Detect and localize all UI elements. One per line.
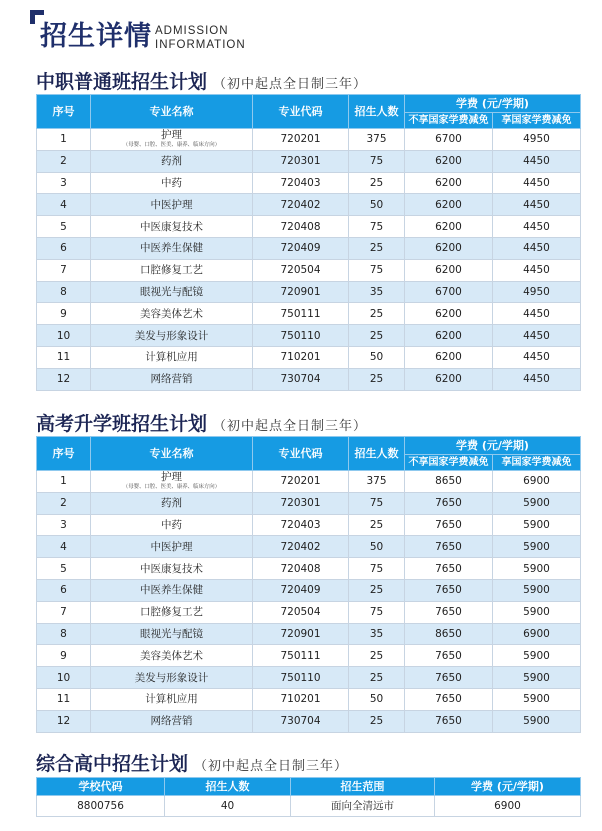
- table-row: [37, 536, 581, 558]
- cell-major: 中药: [91, 172, 253, 194]
- cell-count: 25: [349, 645, 405, 667]
- cell-fee-no: 6200: [405, 150, 493, 172]
- cell-major: 眼视光与配镜: [91, 623, 253, 645]
- cell-no: 4: [37, 194, 91, 216]
- col-header-count: 招生人数: [165, 778, 291, 796]
- cell-fee-yes: 4450: [493, 194, 581, 216]
- table-row: [37, 601, 581, 623]
- cell-major: 美发与形象设计: [91, 667, 253, 689]
- cell-major: 中医康复技术: [91, 558, 253, 580]
- cell-count: 25: [349, 172, 405, 194]
- col-header-no: 序号: [37, 95, 91, 129]
- cell-fee-no: 7650: [405, 558, 493, 580]
- cell-fee-yes: 5900: [493, 710, 581, 732]
- cell-no: 7: [37, 259, 91, 281]
- cell-no: 11: [37, 346, 91, 368]
- cell-fee-no: 8650: [405, 623, 493, 645]
- col-header-code: 专业代码: [253, 95, 349, 129]
- cell-major: 网络营销: [91, 710, 253, 732]
- cell-fee-no: 7650: [405, 601, 493, 623]
- cell-count: 375: [349, 471, 405, 493]
- regular-class-table: [36, 94, 581, 391]
- cell-fee: 6900: [435, 796, 581, 817]
- cell-no: 10: [37, 325, 91, 347]
- cell-fee-no: 7650: [405, 645, 493, 667]
- cell-no: 3: [37, 172, 91, 194]
- cell-fee-no: 6200: [405, 346, 493, 368]
- cell-code: 750111: [253, 303, 349, 325]
- table-row: [37, 237, 581, 259]
- cell-fee-yes: 4450: [493, 216, 581, 238]
- cell-count: 25: [349, 579, 405, 601]
- cell-code: 720301: [253, 492, 349, 514]
- cell-count: 75: [349, 601, 405, 623]
- cell-count: 75: [349, 259, 405, 281]
- cell-fee-no: 7650: [405, 667, 493, 689]
- cell-code: 720408: [253, 216, 349, 238]
- cell-count: 375: [349, 129, 405, 151]
- table-row: [37, 368, 581, 390]
- cell-fee-yes: 4450: [493, 368, 581, 390]
- cell-fee-yes: 4450: [493, 172, 581, 194]
- cell-count: 50: [349, 346, 405, 368]
- cell-no: 12: [37, 368, 91, 390]
- cell-count: 25: [349, 667, 405, 689]
- cell-code: 720504: [253, 601, 349, 623]
- col-header-fee-no: 不享国家学费减免: [405, 455, 493, 471]
- cell-code: 750110: [253, 325, 349, 347]
- cell-fee-no: 8650: [405, 471, 493, 493]
- cell-major: 计算机应用: [91, 688, 253, 710]
- cell-fee-yes: 5900: [493, 579, 581, 601]
- table-row: [37, 259, 581, 281]
- table-row: [37, 346, 581, 368]
- col-header-no: 序号: [37, 437, 91, 471]
- cell-fee-no: 6200: [405, 216, 493, 238]
- cell-fee-no: 6200: [405, 368, 493, 390]
- cell-fee-no: 7650: [405, 536, 493, 558]
- cell-no: 2: [37, 492, 91, 514]
- col-header-fee-yes: 享国家学费减免: [493, 455, 581, 471]
- cell-count: 25: [349, 237, 405, 259]
- table-row: [37, 558, 581, 580]
- major-direction-note: （母婴、口腔、医美、康养、临床方向）: [122, 483, 221, 491]
- cell-code: 750110: [253, 667, 349, 689]
- cell-fee-no: 6700: [405, 281, 493, 303]
- cell-count: 50: [349, 688, 405, 710]
- table-row: [37, 150, 581, 172]
- cell-fee-yes: 4450: [493, 237, 581, 259]
- cell-no: 11: [37, 688, 91, 710]
- cell-fee-yes: 5900: [493, 667, 581, 689]
- table-row: [37, 471, 581, 493]
- table-row: [37, 303, 581, 325]
- table-row: [37, 514, 581, 536]
- cell-no: 8: [37, 281, 91, 303]
- cell-no: 6: [37, 579, 91, 601]
- col-header-fee: 学费 (元/学期): [435, 778, 581, 796]
- cell-fee-no: 7650: [405, 492, 493, 514]
- cell-code: 750111: [253, 645, 349, 667]
- comprehensive-high-school-table: [36, 777, 581, 817]
- col-header-count: 招生人数: [349, 437, 405, 471]
- cell-fee-yes: 5900: [493, 688, 581, 710]
- cell-code: 720901: [253, 623, 349, 645]
- cell-count: 25: [349, 368, 405, 390]
- table-row: [37, 688, 581, 710]
- cell-major: 中医养生保健: [91, 579, 253, 601]
- cell-fee-yes: 5900: [493, 514, 581, 536]
- section-title-comprehensive: 综合高中招生计划 （初中起点全日制三年）: [36, 753, 349, 775]
- cell-code: 720409: [253, 237, 349, 259]
- table-row: [37, 172, 581, 194]
- cell-fee-no: 6200: [405, 325, 493, 347]
- cell-no: 5: [37, 558, 91, 580]
- cell-major: 眼视光与配镜: [91, 281, 253, 303]
- cell-code: 720403: [253, 172, 349, 194]
- cell-no: 9: [37, 303, 91, 325]
- cell-no: 1: [37, 471, 91, 493]
- col-header-school-code: 学校代码: [37, 778, 165, 796]
- cell-fee-yes: 4450: [493, 259, 581, 281]
- cell-major: 中医康复技术: [91, 216, 253, 238]
- cell-code: 720402: [253, 194, 349, 216]
- cell-fee-yes: 4950: [493, 281, 581, 303]
- cell-major: 网络营销: [91, 368, 253, 390]
- cell-no: 12: [37, 710, 91, 732]
- cell-no: 9: [37, 645, 91, 667]
- table-row: [37, 492, 581, 514]
- cell-fee-yes: 5900: [493, 601, 581, 623]
- cell-fee-yes: 4450: [493, 303, 581, 325]
- table-row: [37, 796, 581, 817]
- cell-count: 35: [349, 281, 405, 303]
- cell-no: 7: [37, 601, 91, 623]
- table-row: [37, 710, 581, 732]
- cell-count: 40: [165, 796, 291, 817]
- cell-major: 美发与形象设计: [91, 325, 253, 347]
- cell-no: 5: [37, 216, 91, 238]
- cell-major: 中医养生保健: [91, 237, 253, 259]
- cell-major: 中药: [91, 514, 253, 536]
- cell-code: 720409: [253, 579, 349, 601]
- cell-major: 计算机应用: [91, 346, 253, 368]
- cell-code: 720301: [253, 150, 349, 172]
- cell-code: 720408: [253, 558, 349, 580]
- col-header-count: 招生人数: [349, 95, 405, 129]
- major-direction-note: （母婴、口腔、医美、康养、临床方向）: [122, 141, 221, 149]
- table-row: [37, 667, 581, 689]
- cell-count: 75: [349, 492, 405, 514]
- cell-fee-no: 7650: [405, 710, 493, 732]
- major-name: 护理: [161, 129, 182, 142]
- cell-fee-no: 6700: [405, 129, 493, 151]
- col-header-fee-no: 不享国家学费减免: [405, 113, 493, 129]
- cell-fee-yes: 5900: [493, 645, 581, 667]
- cell-count: 25: [349, 303, 405, 325]
- cell-no: 4: [37, 536, 91, 558]
- cell-code: 720901: [253, 281, 349, 303]
- cell-code: 730704: [253, 368, 349, 390]
- col-header-fee: 学费 (元/学期): [405, 437, 581, 455]
- table-row: [37, 579, 581, 601]
- cell-major: 中医护理: [91, 536, 253, 558]
- cell-count: 75: [349, 558, 405, 580]
- cell-code: 720201: [253, 129, 349, 151]
- col-header-code: 专业代码: [253, 437, 349, 471]
- table-row: [37, 645, 581, 667]
- cell-fee-yes: 5900: [493, 558, 581, 580]
- cell-fee-no: 6200: [405, 237, 493, 259]
- cell-count: 25: [349, 710, 405, 732]
- cell-fee-yes: 5900: [493, 492, 581, 514]
- cell-code: 710201: [253, 688, 349, 710]
- gaokao-class-table: [36, 436, 581, 733]
- cell-fee-no: 7650: [405, 579, 493, 601]
- table-row: [37, 129, 581, 151]
- cell-no: 3: [37, 514, 91, 536]
- cell-major: 药剂: [91, 492, 253, 514]
- cell-count: 50: [349, 536, 405, 558]
- cell-fee-yes: 6900: [493, 471, 581, 493]
- cell-major: 美容美体艺术: [91, 645, 253, 667]
- cell-fee-yes: 4450: [493, 346, 581, 368]
- cell-count: 25: [349, 325, 405, 347]
- cell-count: 75: [349, 216, 405, 238]
- cell-no: 10: [37, 667, 91, 689]
- cell-fee-no: 7650: [405, 514, 493, 536]
- major-name: 护理: [161, 471, 182, 484]
- section-title-regular: 中职普通班招生计划 （初中起点全日制三年）: [36, 71, 368, 93]
- cell-fee-yes: 4950: [493, 129, 581, 151]
- cell-fee-yes: 4450: [493, 325, 581, 347]
- cell-count: 25: [349, 514, 405, 536]
- cell-major: [91, 471, 253, 493]
- cell-no: 2: [37, 150, 91, 172]
- col-header-fee-yes: 享国家学费减免: [493, 113, 581, 129]
- cell-fee-yes: 4450: [493, 150, 581, 172]
- cell-no: 8: [37, 623, 91, 645]
- table-row: [37, 623, 581, 645]
- cell-code: 720504: [253, 259, 349, 281]
- cell-major: [91, 129, 253, 151]
- cell-code: 710201: [253, 346, 349, 368]
- cell-major: 美容美体艺术: [91, 303, 253, 325]
- cell-code: 720402: [253, 536, 349, 558]
- cell-major: 口腔修复工艺: [91, 601, 253, 623]
- page-subtitle-en: ADMISSION INFORMATION: [155, 25, 246, 51]
- table-row: [37, 216, 581, 238]
- col-header-major: 专业名称: [91, 95, 253, 129]
- cell-fee-no: 6200: [405, 172, 493, 194]
- cell-fee-no: 6200: [405, 259, 493, 281]
- cell-count: 75: [349, 150, 405, 172]
- cell-school-code: 8800756: [37, 796, 165, 817]
- cell-code: 720201: [253, 471, 349, 493]
- cell-no: 6: [37, 237, 91, 259]
- cell-count: 50: [349, 194, 405, 216]
- cell-major: 口腔修复工艺: [91, 259, 253, 281]
- col-header-major: 专业名称: [91, 437, 253, 471]
- table-row: [37, 325, 581, 347]
- cell-scope: 面向全清远市: [291, 796, 435, 817]
- page-header: [30, 10, 330, 60]
- cell-no: 1: [37, 129, 91, 151]
- cell-count: 35: [349, 623, 405, 645]
- page-title: 招生详情: [40, 21, 152, 52]
- cell-major: 药剂: [91, 150, 253, 172]
- col-header-scope: 招生范围: [291, 778, 435, 796]
- cell-fee-yes: 6900: [493, 623, 581, 645]
- cell-fee-yes: 5900: [493, 536, 581, 558]
- cell-code: 730704: [253, 710, 349, 732]
- table-row: [37, 194, 581, 216]
- cell-code: 720403: [253, 514, 349, 536]
- cell-fee-no: 6200: [405, 303, 493, 325]
- col-header-fee: 学费 (元/学期): [405, 95, 581, 113]
- cell-major: 中医护理: [91, 194, 253, 216]
- cell-fee-no: 6200: [405, 194, 493, 216]
- table-row: [37, 281, 581, 303]
- cell-fee-no: 7650: [405, 688, 493, 710]
- section-title-gaokao: 高考升学班招生计划 （初中起点全日制三年）: [36, 413, 368, 435]
